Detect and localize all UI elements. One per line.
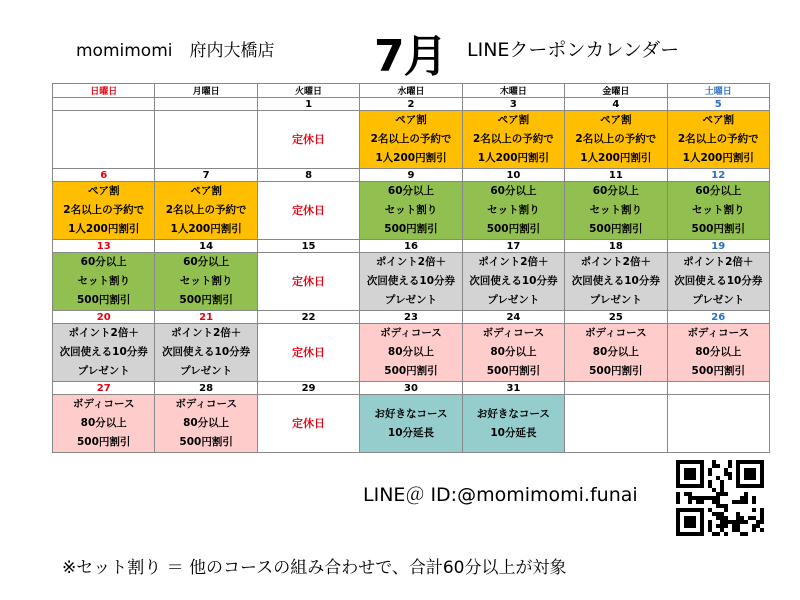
- calendar-body: [53, 98, 770, 453]
- coupon-cell: [53, 111, 155, 169]
- holiday-cell: [257, 182, 359, 240]
- coupon-cell: [155, 182, 257, 240]
- coupon-text: 80分以上: [80, 417, 127, 429]
- coupon-text: セット割り: [487, 204, 540, 216]
- date-number: 5: [667, 98, 769, 111]
- coupon-text: 次回使える10分券: [469, 275, 558, 287]
- coupon-text: セット割り: [384, 204, 438, 216]
- coupon-cell: [565, 395, 667, 453]
- coupon-text: ポイント2倍＋: [683, 256, 754, 268]
- coupon-row: [53, 395, 770, 453]
- coupon-text: 80分以上: [387, 346, 435, 358]
- date-number: 9: [360, 169, 462, 182]
- coupon-text: 500円割引: [179, 436, 233, 448]
- holiday-label: 定休日: [292, 417, 326, 430]
- date-number: 7: [155, 169, 257, 182]
- coupon-cell: [53, 182, 155, 240]
- weekday-saturday: 土曜日: [667, 84, 769, 98]
- coupon-cell: [360, 324, 462, 382]
- coupon-cell: [155, 253, 257, 311]
- coupon-text: ペア割: [497, 114, 530, 126]
- coupon-cell: [155, 111, 257, 169]
- date-row: [53, 311, 770, 324]
- date-number: [53, 98, 155, 111]
- date-number: [565, 382, 667, 395]
- coupon-text: 1人200円割引: [375, 152, 447, 164]
- holiday-label: 定休日: [292, 133, 326, 146]
- coupon-text: ポイント2倍＋: [375, 256, 447, 268]
- line-id: LINE＠ ID:@momimomi.funai: [363, 484, 638, 506]
- date-number: 10: [462, 169, 564, 182]
- coupon-cell: [565, 182, 667, 240]
- coupon-text: 2名以上の予約で: [165, 204, 247, 216]
- coupon-text: ペア割: [190, 185, 222, 197]
- coupon-text: 10分延長: [490, 426, 537, 439]
- coupon-text: 80分以上: [592, 346, 639, 358]
- weekday-sunday: 日曜日: [53, 84, 155, 98]
- calendar-subtitle: LINEクーポンカレンダー: [467, 39, 680, 61]
- date-number: 19: [667, 240, 769, 253]
- coupon-text: セット割り: [179, 275, 233, 287]
- coupon-cell: [462, 395, 564, 453]
- coupon-text: 80分以上: [183, 417, 230, 429]
- coupon-text: ペア割: [702, 114, 735, 126]
- date-number: 18: [565, 240, 667, 253]
- date-number: 15: [257, 240, 359, 253]
- date-number: 3: [462, 98, 564, 111]
- date-number: 21: [155, 311, 257, 324]
- coupon-text: ペア割: [600, 114, 632, 126]
- coupon-text: ポイント2倍＋: [580, 256, 651, 268]
- coupon-text: 60分以上: [490, 185, 537, 197]
- coupon-text: セット割り: [692, 204, 745, 216]
- coupon-text: 1人200円割引: [68, 223, 140, 235]
- coupon-cell: [565, 111, 667, 169]
- holiday-label: 定休日: [292, 275, 326, 288]
- coupon-text: 60分以上: [387, 185, 435, 197]
- coupon-text: お好きなコース: [374, 407, 448, 420]
- date-number: 26: [667, 311, 769, 324]
- coupon-text: セット割り: [589, 204, 643, 216]
- holiday-label: 定休日: [292, 346, 326, 359]
- date-number: [155, 98, 257, 111]
- coupon-cell: [667, 253, 769, 311]
- coupon-cell: [360, 395, 462, 453]
- coupon-text: 500円割引: [691, 365, 745, 377]
- date-number: 13: [53, 240, 155, 253]
- coupon-cell: [462, 111, 564, 169]
- date-number: 22: [257, 311, 359, 324]
- coupon-cell: [667, 395, 769, 453]
- coupon-text: ペア割: [395, 114, 427, 126]
- holiday-cell: [257, 111, 359, 169]
- coupon-text: 2名以上の予約で: [472, 133, 554, 145]
- date-number: 23: [360, 311, 462, 324]
- weekday-wednesday: 水曜日: [360, 84, 462, 98]
- date-number: 25: [565, 311, 667, 324]
- coupon-text: 60分以上: [183, 256, 230, 268]
- coupon-text: プレゼント: [692, 294, 745, 306]
- coupon-text: 次回使える10分券: [366, 275, 456, 287]
- weekday-thursday: 木曜日: [462, 84, 564, 98]
- date-number: 2: [360, 98, 462, 111]
- coupon-cell: [667, 324, 769, 382]
- holiday-cell: [257, 324, 359, 382]
- date-number: 16: [360, 240, 462, 253]
- coupon-cell: [360, 182, 462, 240]
- date-number: 12: [667, 169, 769, 182]
- date-number: 28: [155, 382, 257, 395]
- holiday-cell: [257, 395, 359, 453]
- coupon-text: 500円割引: [486, 223, 541, 235]
- coupon-text: 500円割引: [589, 223, 643, 235]
- coupon-text: 2名以上の予約で: [63, 204, 145, 216]
- coupon-text: 次回使える10分券: [162, 346, 251, 358]
- coupon-cell: [360, 111, 462, 169]
- coupon-text: ボディコース: [482, 327, 545, 339]
- coupon-text: プレゼント: [77, 365, 130, 377]
- coupon-row: [53, 111, 770, 169]
- coupon-text: プレゼント: [384, 294, 438, 306]
- date-number: 24: [462, 311, 564, 324]
- coupon-cell: [360, 253, 462, 311]
- weekday-monday: 月曜日: [155, 84, 257, 98]
- coupon-calendar: [52, 83, 770, 453]
- coupon-cell: [155, 395, 257, 453]
- coupon-text: 500円割引: [691, 223, 745, 235]
- coupon-text: ポイント2倍＋: [170, 327, 242, 339]
- weekday-header-row: [53, 84, 770, 98]
- date-number: 4: [565, 98, 667, 111]
- coupon-text: 500円割引: [179, 294, 233, 306]
- coupon-row: [53, 253, 770, 311]
- coupon-text: お好きなコース: [476, 407, 550, 420]
- coupon-cell: [667, 111, 769, 169]
- coupon-text: ボディコース: [380, 327, 442, 339]
- date-row: [53, 382, 770, 395]
- coupon-cell: [155, 324, 257, 382]
- coupon-text: 500円割引: [589, 365, 643, 377]
- coupon-text: ペア割: [87, 185, 120, 197]
- date-number: 8: [257, 169, 359, 182]
- date-number: 30: [360, 382, 462, 395]
- coupon-text: 60分以上: [695, 185, 742, 197]
- date-row: [53, 98, 770, 111]
- coupon-cell: [53, 324, 155, 382]
- month-title: 7月: [374, 31, 447, 82]
- coupon-text: 60分以上: [80, 256, 127, 268]
- holiday-cell: [257, 253, 359, 311]
- coupon-text: 500円割引: [77, 436, 131, 448]
- date-number: 1: [257, 98, 359, 111]
- qr-code-graphic: [676, 460, 764, 536]
- coupon-text: ポイント2倍＋: [478, 256, 549, 268]
- coupon-cell: [462, 253, 564, 311]
- date-number: [667, 382, 769, 395]
- coupon-text: 500円割引: [77, 294, 131, 306]
- coupon-cell: [53, 395, 155, 453]
- coupon-text: 1人200円割引: [580, 152, 652, 164]
- coupon-row: [53, 182, 770, 240]
- coupon-text: 次回使える10分券: [674, 275, 763, 287]
- coupon-text: ポイント2倍＋: [68, 327, 139, 339]
- coupon-text: 2名以上の予約で: [677, 133, 759, 145]
- coupon-text: 2名以上の予約で: [575, 133, 657, 145]
- date-number: 31: [462, 382, 564, 395]
- coupon-text: 500円割引: [384, 223, 438, 235]
- header: [0, 18, 800, 82]
- coupon-text: 次回使える10分券: [59, 346, 148, 358]
- coupon-text: 500円割引: [486, 365, 541, 377]
- coupon-text: 次回使える10分券: [571, 275, 660, 287]
- weekday-friday: 金曜日: [565, 84, 667, 98]
- coupon-cell: [462, 324, 564, 382]
- coupon-text: プレゼント: [589, 294, 642, 306]
- date-number: 20: [53, 311, 155, 324]
- coupon-text: 60分以上: [592, 185, 639, 197]
- date-row: [53, 240, 770, 253]
- date-number: 27: [53, 382, 155, 395]
- date-number: 17: [462, 240, 564, 253]
- coupon-text: ボディコース: [175, 398, 237, 410]
- coupon-text: 2名以上の予約で: [370, 133, 452, 145]
- coupon-row: [53, 324, 770, 382]
- coupon-text: 1人200円割引: [682, 152, 754, 164]
- coupon-text: ボディコース: [585, 327, 647, 339]
- weekday-tuesday: 火曜日: [257, 84, 359, 98]
- coupon-cell: [667, 182, 769, 240]
- coupon-text: プレゼント: [180, 365, 233, 377]
- coupon-cell: [53, 253, 155, 311]
- date-row: [53, 169, 770, 182]
- coupon-text: プレゼント: [487, 294, 540, 306]
- coupon-text: 500円割引: [384, 365, 438, 377]
- set-discount-footnote: ※セット割り ＝ 他のコースの組み合わせで、合計60分以上が対象: [62, 558, 567, 578]
- date-number: 29: [257, 382, 359, 395]
- coupon-text: 80分以上: [695, 346, 742, 358]
- coupon-text: セット割り: [77, 275, 130, 287]
- date-number: 14: [155, 240, 257, 253]
- coupon-text: 80分以上: [490, 346, 537, 358]
- coupon-text: 10分延長: [387, 426, 435, 439]
- coupon-text: ボディコース: [687, 327, 750, 339]
- holiday-label: 定休日: [292, 204, 326, 217]
- coupon-cell: [462, 182, 564, 240]
- coupon-text: ボディコース: [72, 398, 135, 410]
- coupon-cell: [565, 253, 667, 311]
- date-number: 6: [53, 169, 155, 182]
- coupon-text: 1人200円割引: [170, 223, 242, 235]
- store-name: momimomi 府内大橋店: [76, 41, 275, 61]
- date-number: 11: [565, 169, 667, 182]
- coupon-cell: [565, 324, 667, 382]
- qr-code-icon: [676, 460, 764, 536]
- coupon-text: 1人200円割引: [477, 152, 550, 164]
